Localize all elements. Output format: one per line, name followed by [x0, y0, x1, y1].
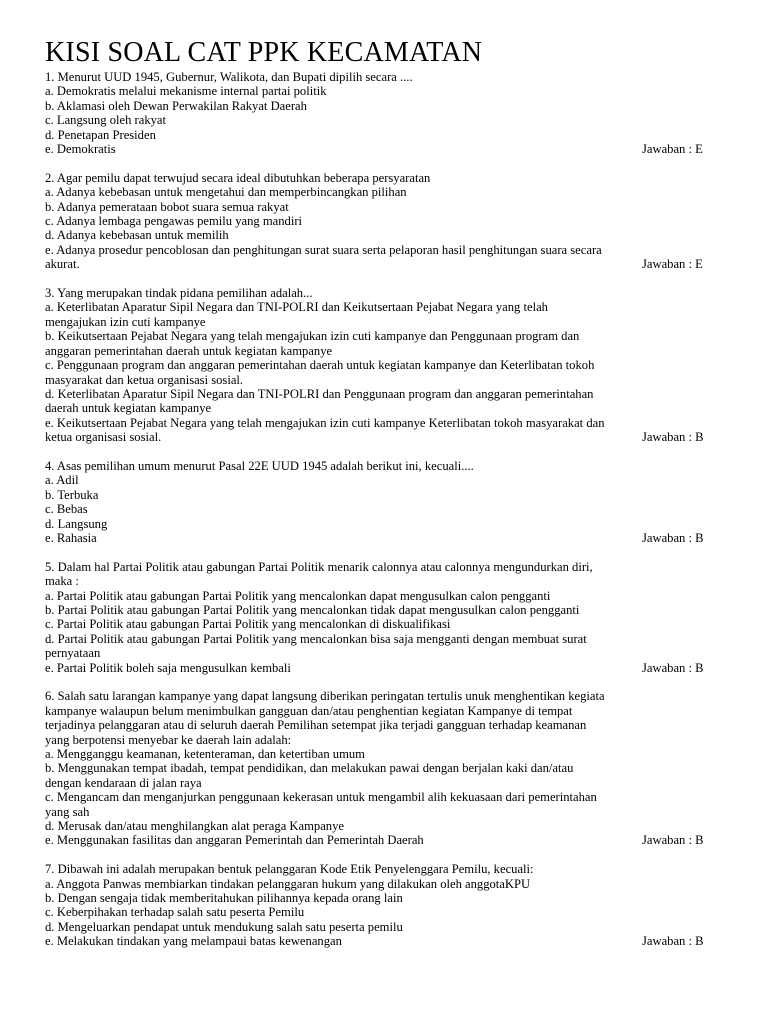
answer-key: Jawaban : B [642, 430, 704, 445]
question-line: c. Langsung oleh rakyat [45, 113, 166, 128]
answer-key: Jawaban : B [642, 660, 704, 675]
answer-row [45, 531, 718, 545]
question-line: a. Demokratis melalui mekanisme internal partai politik [45, 84, 327, 99]
question-line: dengan kendaraan di jalan raya [45, 775, 202, 790]
question-line: yang berpotensi menyebar ke daerah lain adalah: [45, 732, 292, 747]
question-text: 6. Salah satu larangan kampanye yang dapat langsung diberikan peringatan tertulis unuk menghentikan kegiata [45, 689, 605, 704]
answer-key: Jawaban : B [642, 530, 704, 545]
question-line: terjadinya pelanggaran atau di seluruh daerah Pemilihan setempat jika terjadi gangguan terhadap keamanan [45, 718, 587, 733]
question-text: 4. Asas pemilihan umum menurut Pasal 22E UUD 1945 adalah berikut ini, kecuali.... [45, 458, 474, 473]
question-line: daerah untuk kegiatan kampanye [45, 401, 212, 416]
question-text: 5. Dalam hal Partai Politik atau gabungan Partai Politik menarik calonnya atau calonnya mengundurkan diri, [45, 559, 593, 574]
question-line: b. Menggunakan tempat ibadah, tempat pendidikan, dan melakukan pawai dengan berjalan kaki dan/atau [45, 761, 574, 776]
question-line: a. Adanya kebebasan untuk mengetahui dan memperbincangkan pilihan [45, 185, 407, 200]
question-line: a. Keterlibatan Aparatur Sipil Negara dan TNI-POLRI dan Keikutsertaan Pejabat Negara yang telah [45, 300, 548, 315]
question-line: b. Terbuka [45, 487, 99, 502]
question-line: pernyataan [45, 646, 101, 661]
question-line: masyarakat dan ketua organisasi sosial. [45, 372, 244, 387]
question-line: b. Keikutsertaan Pejabat Negara yang telah mengajukan izin cuti kampanye dan Penggunaan program dan [45, 329, 580, 344]
question-line: anggaran pemerintahan daerah untuk kegiatan kampanye [45, 343, 333, 358]
answer-key: Jawaban : E [642, 142, 703, 157]
question-line: kampanye walaupun belum menimbulkan gangguan dan/atau penghentian kegiatan Kampanye di tempat [45, 703, 573, 718]
question-line: akurat. [45, 257, 80, 272]
question-line: a. Anggota Panwas membiarkan tindakan pelanggaran hukum yang dilakukan oleh anggotaKPU [45, 876, 531, 891]
answer-row [45, 934, 718, 948]
question-line: d. Penetapan Presiden [45, 127, 156, 142]
question-line: e. Partai Politik boleh saja mengusulkan kembali [45, 660, 291, 675]
question-line: e. Adanya prosedur pencoblosan dan penghitungan surat suara serta pelaporan hasil penghitungan suara secara [45, 242, 602, 257]
question-line: e. Menggunakan fasilitas dan anggaran Pemerintah dan Pemerintah Daerah [45, 833, 424, 848]
question-text: 2. Agar pemilu dapat terwujud secara ideal dibutuhkan beberapa persyaratan [45, 170, 431, 185]
question-line: a. Partai Politik atau gabungan Partai Politik yang mencalonkan dapat mengusulkan calon pengganti [45, 588, 551, 603]
question-line: c. Bebas [45, 502, 88, 517]
question-line: d. Merusak dan/atau menghilangkan alat peraga Kampanye [45, 819, 344, 834]
question-line: d. Langsung [45, 516, 108, 531]
question-line: c. Mengancam dan menganjurkan penggunaan kekerasan untuk mengambil alih kekuasaan dari pemerintahan [45, 790, 597, 805]
question-line: d. Partai Politik atau gabungan Partai Politik yang mencalonkan bisa saja mengganti dengan membuat surat [45, 631, 587, 646]
question-line: d. Keterlibatan Aparatur Sipil Negara dan TNI-POLRI dan Penggunaan program dan anggaran pemerintahan [45, 386, 594, 401]
question-line: e. Demokratis [45, 142, 116, 157]
question-list [45, 70, 718, 949]
question-line: e. Melakukan tindakan yang melampaui batas kewenangan [45, 934, 342, 949]
answer-row [45, 833, 718, 847]
question-line: b. Aklamasi oleh Dewan Perwakilan Rakyat Daerah [45, 98, 307, 113]
answer-row [45, 257, 718, 271]
question-line: e. Keikutsertaan Pejabat Negara yang telah mengajukan izin cuti kampanye Keterlibatan tokoh masyarakat dan [45, 415, 605, 430]
question-2 [45, 171, 718, 272]
question-text: 7. Dibawah ini adalah merupakan bentuk pelanggaran Kode Etik Penyelenggara Pemilu, kecuali: [45, 862, 534, 877]
answer-key: Jawaban : B [642, 833, 704, 848]
question-line: c. Keberpihakan terhadap salah satu peserta Pemilu [45, 905, 305, 920]
question-text: 3. Yang merupakan tindak pidana pemilihan adalah... [45, 286, 313, 301]
question-line: mengajukan izin cuti kampanye [45, 314, 206, 329]
question-line: ketua organisasi sosial. [45, 430, 162, 445]
answer-row [45, 142, 718, 156]
question-line: a. Mengganggu keamanan, ketenteraman, dan ketertiban umum [45, 747, 365, 762]
question-text: 1. Menurut UUD 1945, Gubernur, Walikota, dan Bupati dipilih secara .... [45, 70, 413, 84]
question-line: e. Rahasia [45, 530, 97, 545]
question-1 [45, 70, 718, 156]
question-line: a. Adil [45, 473, 79, 488]
answer-key: Jawaban : B [642, 934, 704, 949]
question-line: b. Adanya pemerataan bobot suara semua rakyat [45, 199, 289, 214]
question-line: b. Dengan sengaja tidak memberitahukan pilihannya kepada orang lain [45, 891, 403, 906]
question-line: c. Partai Politik atau gabungan Partai Politik yang mencalonkan di diskualifikasi [45, 617, 451, 632]
question-line: d. Mengeluarkan pendapat untuk mendukung salah satu peserta pemilu [45, 919, 403, 934]
question-line: yang sah [45, 804, 90, 819]
question-6 [45, 689, 718, 847]
question-line: maka : [45, 574, 79, 589]
question-line: b. Partai Politik atau gabungan Partai Politik yang mencalonkan tidak dapat mengusulkan calon pengganti [45, 602, 580, 617]
question-7 [45, 862, 718, 948]
question-5 [45, 560, 718, 675]
question-line: c. Penggunaan program dan anggaran pemerintahan daerah untuk kegiatan kampanye dan Keterlibatan tokoh [45, 358, 595, 373]
answer-row [45, 661, 718, 675]
document-title: KISI SOAL CAT PPK KECAMATAN [45, 37, 483, 68]
question-4 [45, 459, 718, 545]
question-3 [45, 286, 718, 444]
answer-row [45, 430, 718, 444]
question-line: c. Adanya lembaga pengawas pemilu yang mandiri [45, 214, 303, 229]
question-line: d. Adanya kebebasan untuk memilih [45, 228, 229, 243]
answer-key: Jawaban : E [642, 257, 703, 272]
